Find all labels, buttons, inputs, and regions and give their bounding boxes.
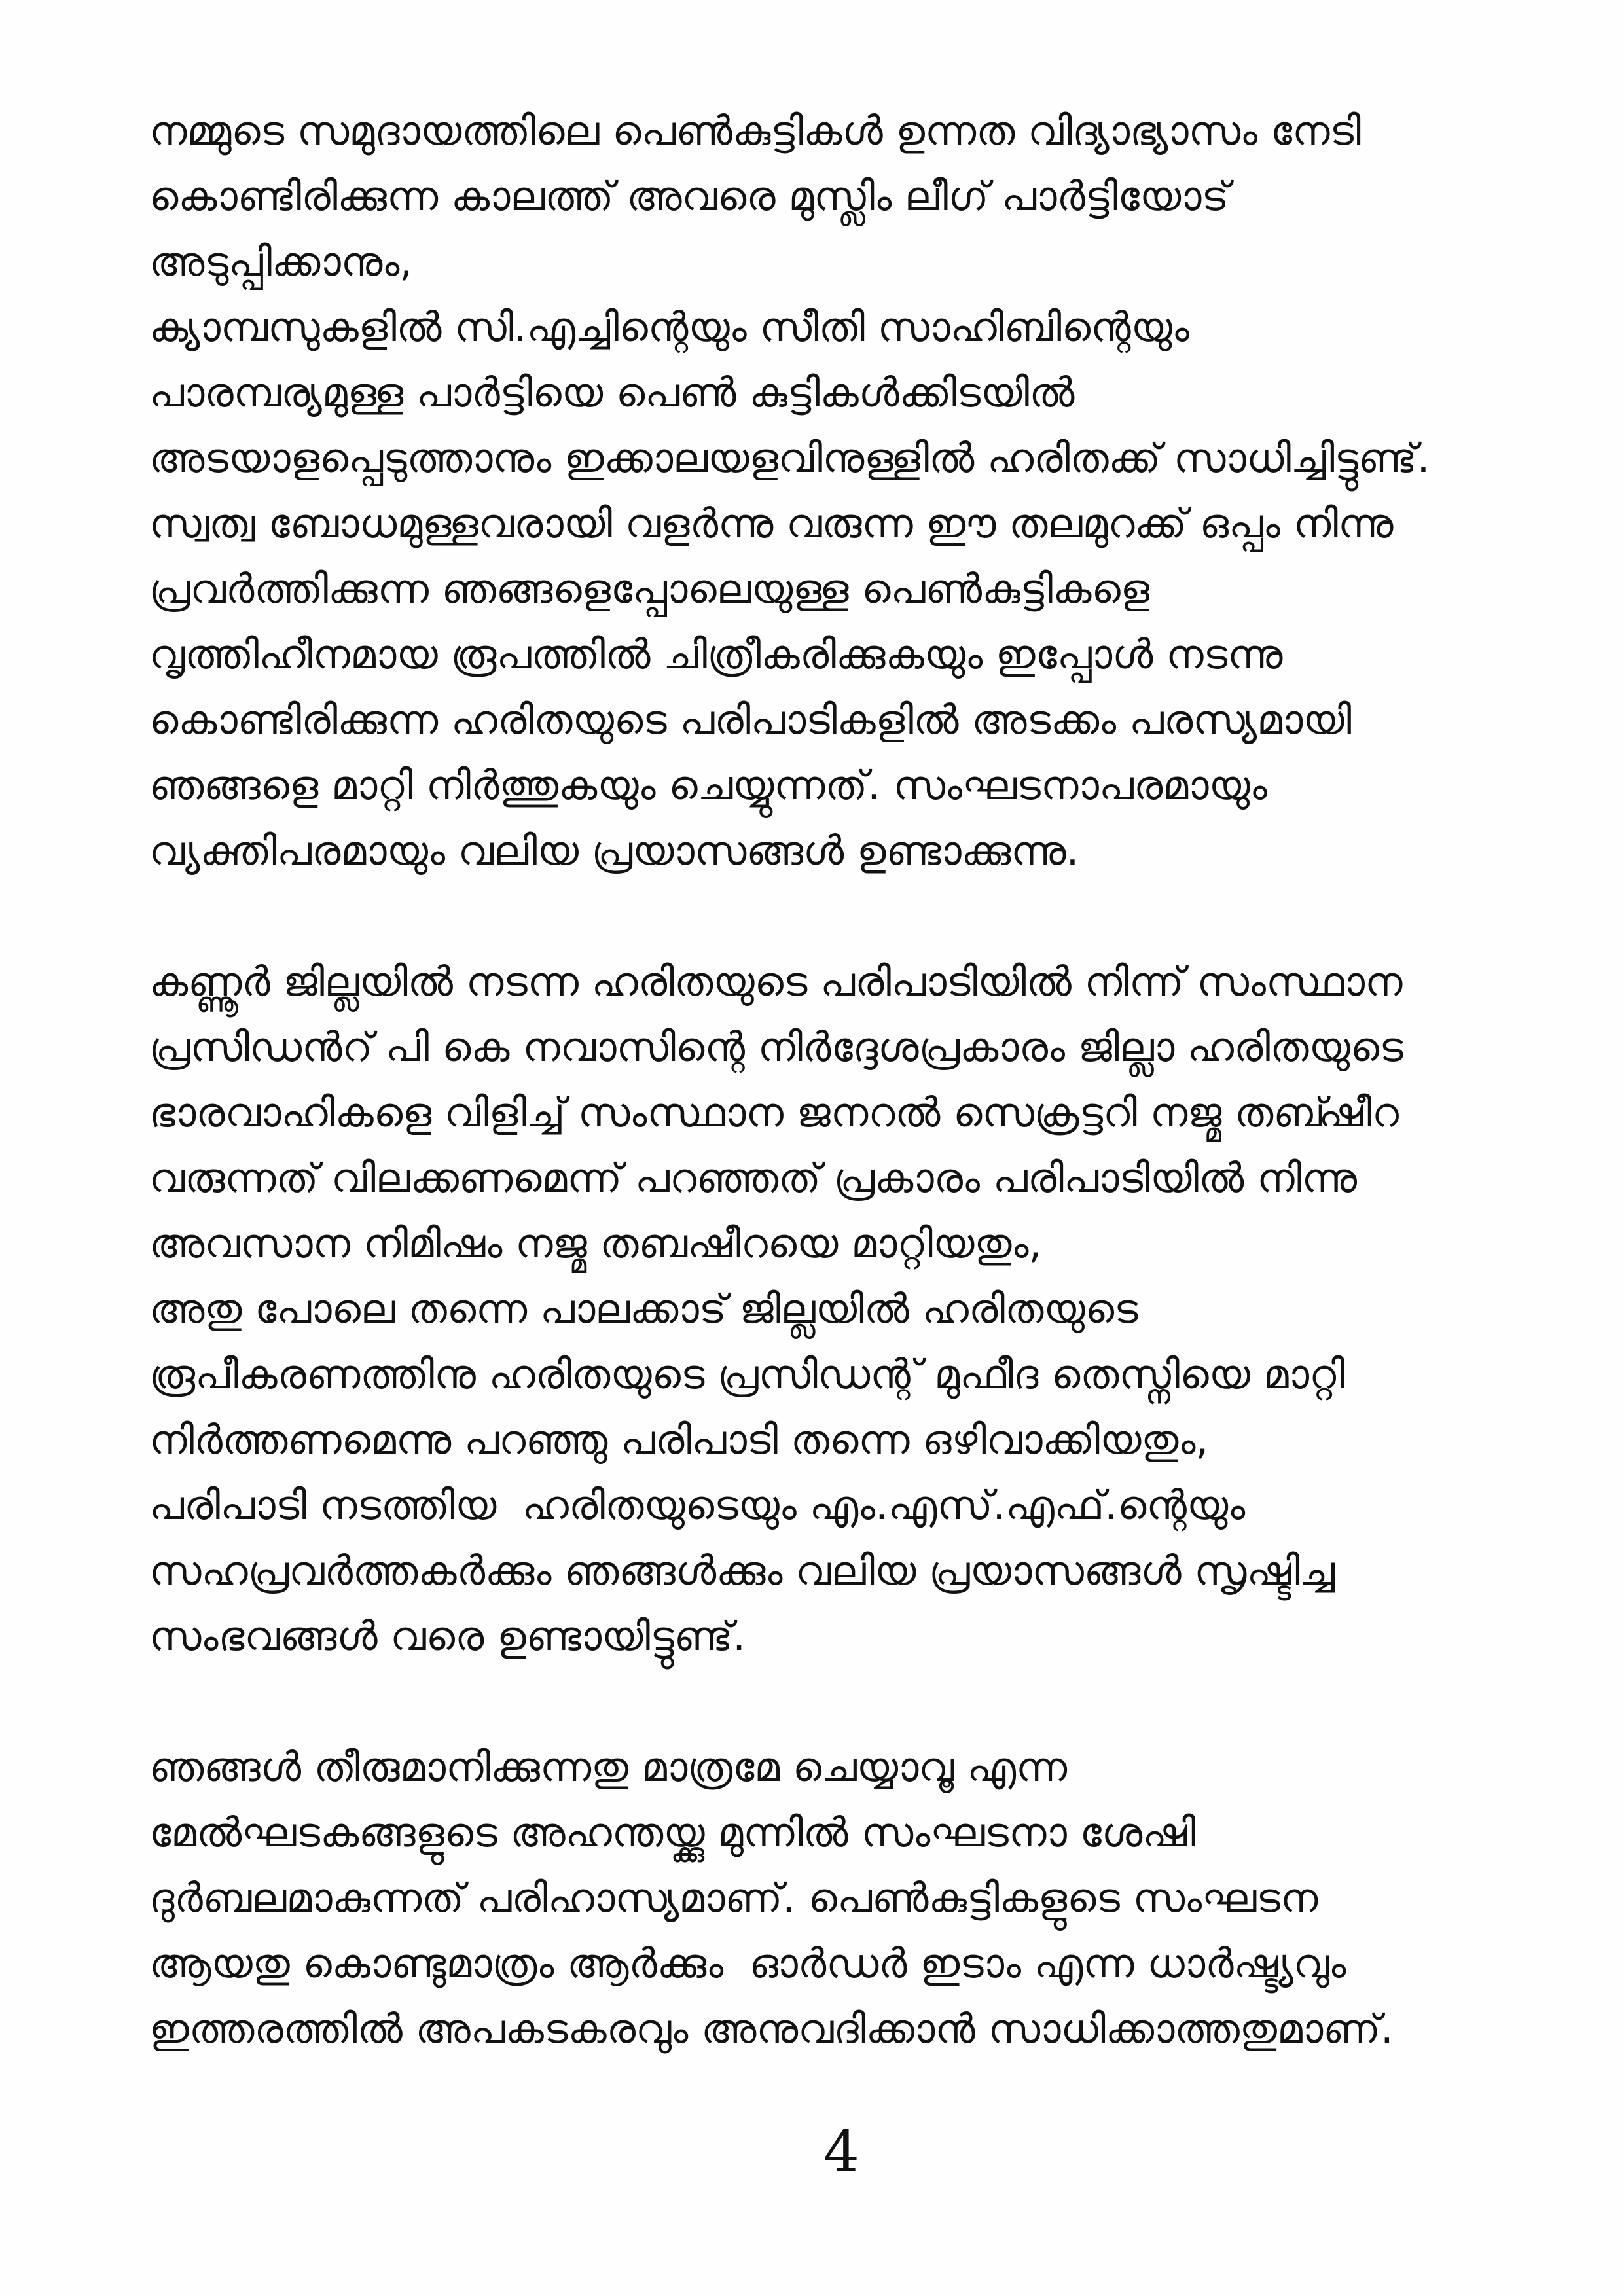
body-text [149,98,1550,2062]
paragraph-1 [149,98,1550,884]
text-line: സംഭവങ്ങൾ വരെ ഉണ്ടായിട്ടുണ്ട്. [149,1612,746,1660]
text-line: മേൽഘടകങ്ങളുടെ അഹന്തയ്ക്കു മുന്നിൽ സംഘടനാ ശേഷി [149,1808,1196,1856]
text-line: കണ്ണൂർ ജില്ലയിൽ നടന്ന ഹരിതയുടെ പരിപാടിയിൽ നിന്ന് സംസ്ഥാന [149,958,1403,1005]
text-line: ഭാരവാഹികളെ വിളിച്ച് സംസ്ഥാന ജനറൽ സെക്രട്ടറി നജ്മ തബ്ഷീറ [149,1088,1399,1136]
text-line: നിർത്തണമെന്നു പറഞ്ഞു പരിപാടി തന്നെ ഒഴിവാക്കിയതും, [149,1416,1209,1463]
text-line: സഹപ്രവർത്തകർക്കും ഞങ്ങൾക്കും വലിയ പ്രയാസങ്ങൾ സൃഷ്ടിച്ച [149,1547,1335,1594]
text-line: ഞങ്ങൾ തീരുമാനിക്കുന്നതു മാത്രമേ ചെയ്യാവൂ എന്ന [149,1743,1068,1791]
text-line: ആയതു കൊണ്ടുമാത്രം ആർക്കും ഓർഡർ ഇടാം എന്ന ധാർഷ്ട്യവും [149,1939,1346,1987]
text-line: അവസാന നിമിഷം നജ്മ തബഷീറയെ മാറ്റിയതും, [149,1219,1042,1267]
text-line: പരിപാടി നടത്തിയ ഹരിതയുടെയും എം.എസ്.എഫ്.ന്റെയും [149,1481,1246,1529]
text-line: വരുന്നത് വിലക്കണമെന്ന് പറഞ്ഞത് പ്രകാരം പരിപാടിയിൽ നിന്നു [149,1154,1358,1202]
text-line: അതു പോലെ തന്നെ പാലക്കാട് ജില്ലയിൽ ഹരിതയുടെ [149,1285,1138,1333]
text-line: ദുർബലമാകുന്നത് പരിഹാസ്യമാണ്. പെൺകുട്ടികളുടെ സംഘടന [149,1874,1318,1922]
text-line: രൂപീകരണത്തിനു ഹരിതയുടെ പ്രസിഡന്റ് മുഫീദ തെസ്നിയെ മാറ്റി [149,1350,1345,1398]
text-line: കൊണ്ടിരിക്കുന്ന ഹരിതയുടെ പരിപാടികളിൽ അടക്കം പരസ്യമായി [149,696,1352,744]
text-line: അടയാളപ്പെടുത്താനും ഇക്കാലയളവിനുള്ളിൽ ഹരിതക്ക് സാധിച്ചിട്ടുണ്ട്. [149,434,1430,482]
text-line: വൃത്തിഹീനമായ രൂപത്തിൽ ചിത്രീകരിക്കുകയും ഇപ്പോൾ നടന്നു [149,630,1283,678]
text-line: പാരമ്പര്യമുള്ള പാർട്ടിയെ പെൺ കുട്ടികൾക്കിടയിൽ [149,368,1075,416]
paragraph-3 [149,1734,1550,2062]
text-line: കൊണ്ടിരിക്കുന്ന കാലത്ത് അവരെ മുസ്ലിം ലീഗ് പാർട്ടിയോട് [149,172,1229,220]
text-line: ഇത്തരത്തിൽ അപകടകരവും അനുവദിക്കാൻ സാധിക്കാത്തതുമാണ്. [149,2005,1394,2053]
text-line: നമ്മുടെ സമുദായത്തിലെ പെൺകുട്ടികൾ ഉന്നത വിദ്യാഭ്യാസം നേടി [149,107,1362,154]
text-line: സ്വത്വ ബോധമുള്ളവരായി വളർന്നു വരുന്ന ഈ തലമുറക്ക് ഒപ്പം നിന്നു [149,499,1394,547]
paragraph-2 [149,949,1550,1669]
text-line: ഞങ്ങളെ മാറ്റി നിർത്തുകയും ചെയ്യുന്നത്. സംഘടനാപരമായും [149,761,1267,809]
page-number: 4 [823,2119,859,2185]
text-line: പ്രസിഡൻറ് പി കെ നവാസിന്റെ നിർദ്ദേശപ്രകാരം ജില്ലാ ഹരിതയുടെ [149,1023,1403,1071]
text-line: അടുപ്പിക്കാനും, [149,238,413,285]
text-line: ക്യാമ്പസുകളിൽ സി.എച്ചിന്റെയും സീതി സാഹിബിന്റെയും [149,303,1189,351]
text-line: പ്രവർത്തിക്കുന്ന ഞങ്ങളെപ്പോലെയുള്ള പെൺകുട്ടികളെ [149,565,1150,613]
text-line: വ്യക്തിപരമായും വലിയ പ്രയാസങ്ങൾ ഉണ്ടാക്കുന്നു. [149,827,1079,874]
